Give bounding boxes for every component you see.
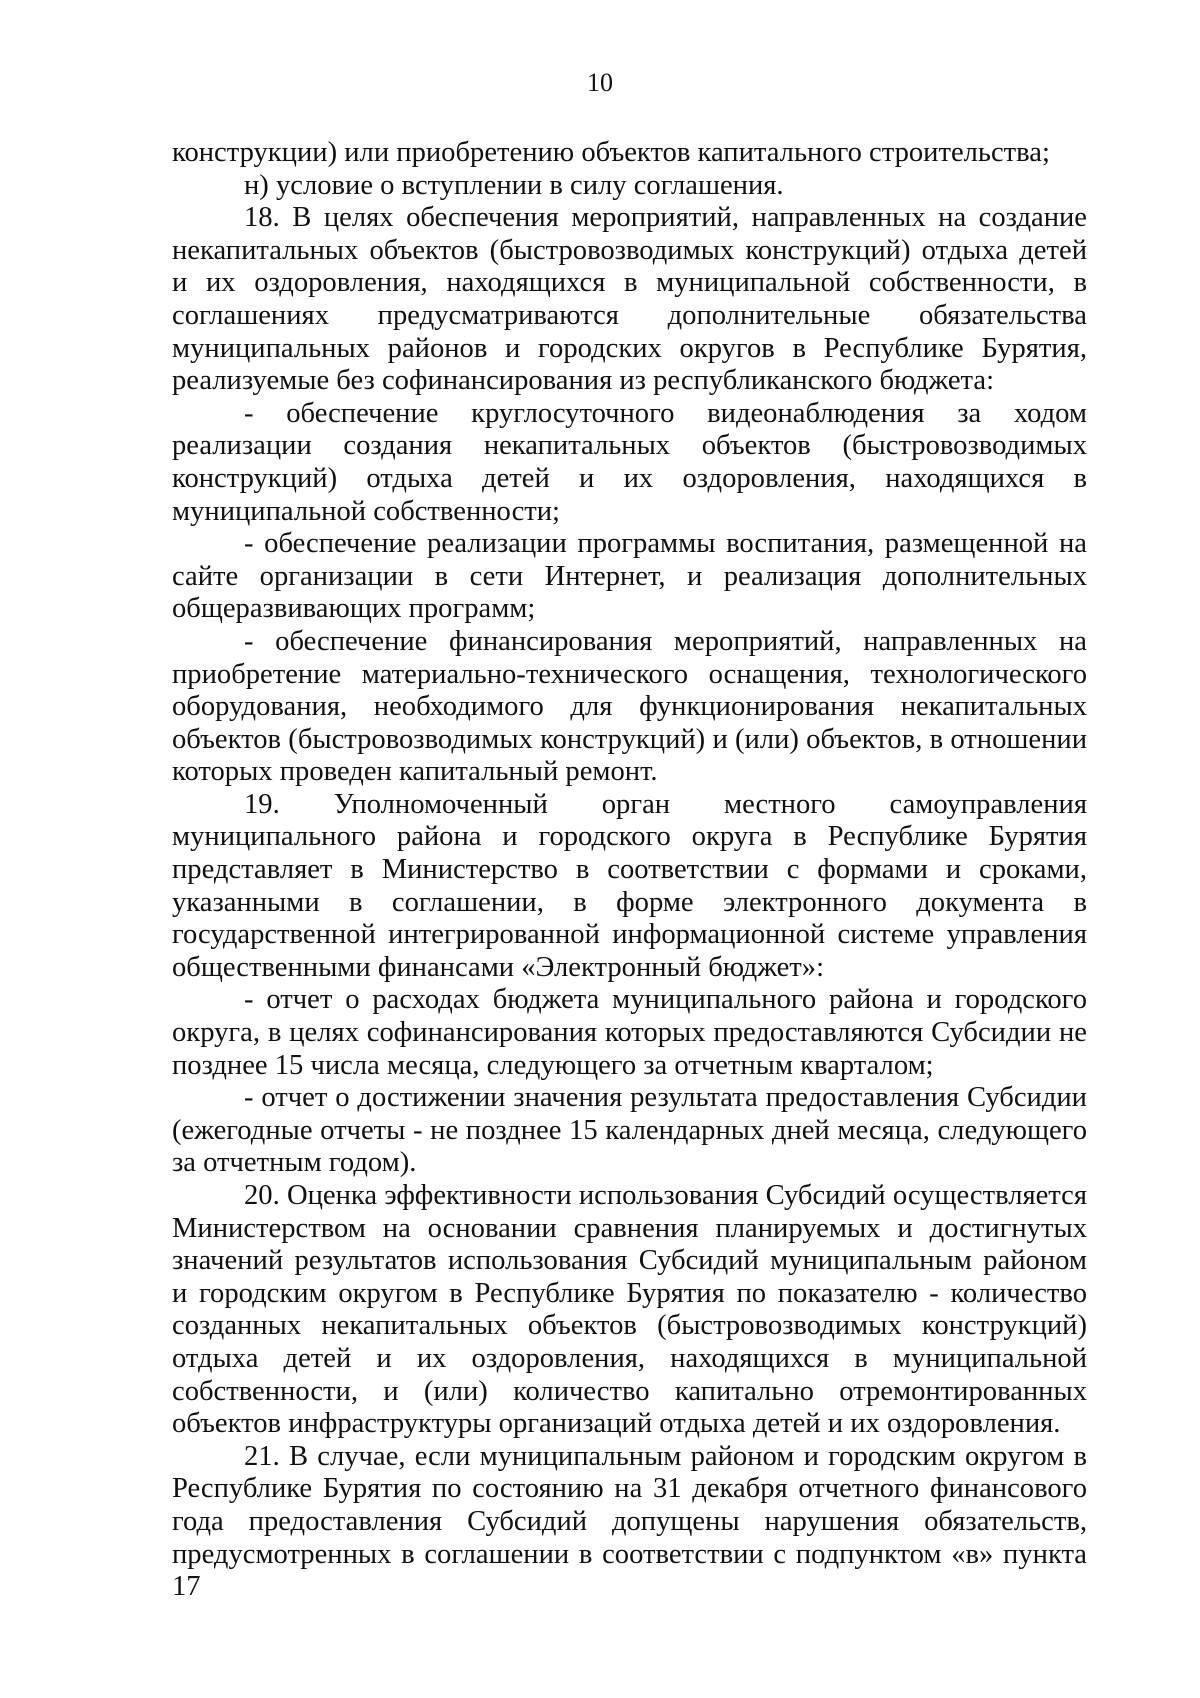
list-item-education-program: - обеспечение реализации программы воспитания, размещенной на сайте организации в сети Интернет, и реализация дополнительных общеразвивающих программ; — [172, 528, 1087, 625]
paragraph-continuation: конструкции) или приобретению объектов капитального строительства; — [172, 137, 1050, 168]
list-item-result-report: - отчет о достижении значения результата предоставления Субсидии (ежегодные отчеты - не позднее 15 календарных дней месяца, следующего за отчетным годом). — [172, 1082, 1087, 1179]
paragraph-subitem-n: н) условие о вступлении в силу соглашения. — [244, 169, 784, 201]
list-item-video-surveillance: - обеспечение круглосуточного видеонаблюдения за ходом реализации создания некапитальных объектов (быстровозводимых конструкций) отдыха детей и их оздоровления, находящихся в муниципальной собственности; — [172, 397, 1087, 527]
list-item-equipment-financing: - обеспечение финансирования мероприятий, направленных на приобретение материально-технического оснащения, технологического оборудования, необходимого для функционирования некапитальных объектов (быстровозводимых конструкций) и (или) объектов, в отношении которых проведен капитальный ремонт. — [172, 625, 1087, 788]
list-item-expense-report: - отчет о расходах бюджета муниципального района и городского округа, в целях софинансирования которых предоставляются Субсидии не позднее 15 числа месяца, следующего за отчетным кварталом; — [172, 984, 1087, 1081]
document-body — [172, 137, 1087, 1604]
paragraph-19: 19. Уполномоченный орган местного самоуправления муниципального района и городского округа в Республике Бурятия представляет в Министерство в соответствии с формами и сроками, указанными в соглашении, в форме электронного документа в государственной интегрированной информационной системе управления общественными финансами «Электронный бюджет»: — [172, 788, 1087, 983]
page-number: 10 — [587, 68, 613, 97]
paragraph-20: 20. Оценка эффективности использования Субсидий осуществляется Министерством на основании сравнения планируемых и достигнутых значений результатов использования Субсидий муниципальным районом и городским округом в Республике Бурятия по показателю - количество созданных некапитальных объектов (быстровозводимых конструкций) отдыха детей и их оздоровления, находящихся в муниципальной собственности, и (или) количество капитально отремонтированных объектов инфраструктуры организаций отдыха детей и их оздоровления. — [172, 1180, 1087, 1440]
paragraph-18: 18. В целях обеспечения мероприятий, направленных на создание некапитальных объектов (быстровозводимых конструкций) отдыха детей и их оздоровления, находящихся в муниципальной собственности, в соглашениях предусматриваются дополнительные обязательства муниципальных районов и городских округов в Республике Бурятия, реализуемые без софинансирования из республиканского бюджета: — [172, 202, 1087, 397]
paragraph-21: 21. В случае, если муниципальным районом и городским округом в Республике Бурятия по состоянию на 31 декабря отчетного финансового года предоставления Субсидий допущены нарушения обязательств, предусмотренных в соглашении в соответствии с подпунктом «в» пункта 17 — [172, 1440, 1087, 1603]
